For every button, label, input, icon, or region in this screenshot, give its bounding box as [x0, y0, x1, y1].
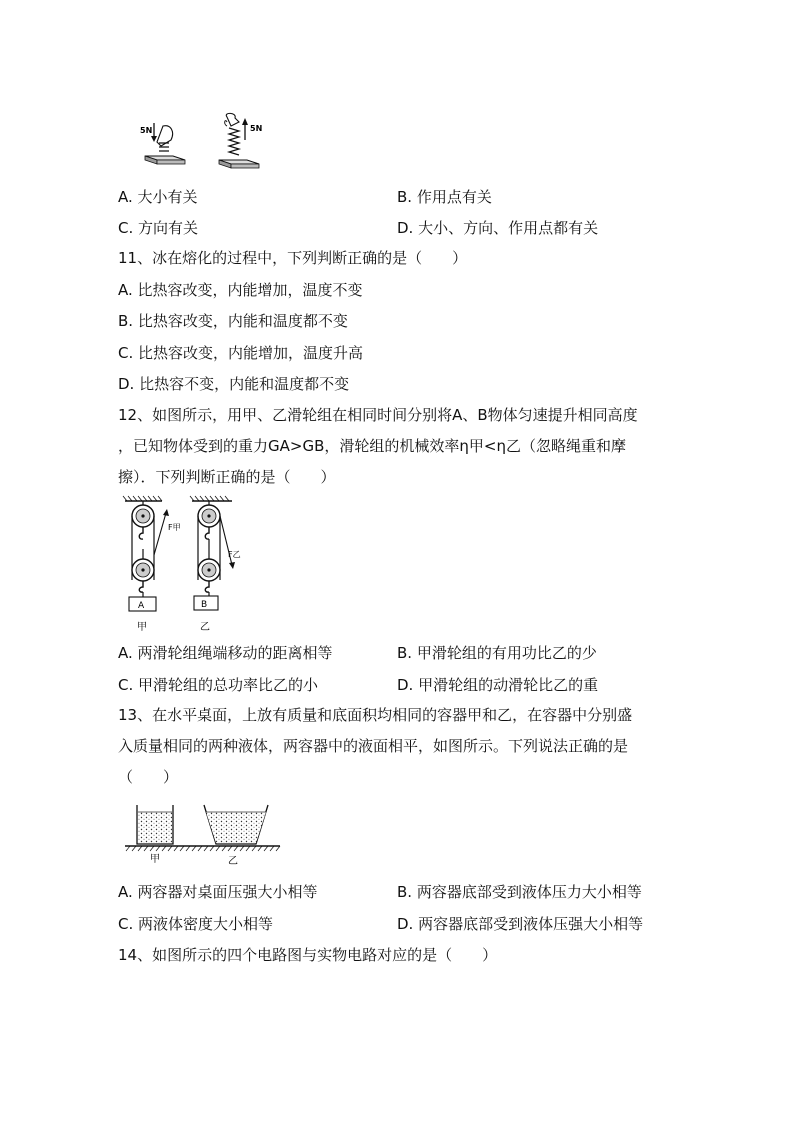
- q12-caption-right: 乙: [200, 622, 210, 633]
- q12-option-d: D. 甲滑轮组的动滑轮比乙的重: [397, 676, 599, 694]
- q10-option-c: C. 方向有关: [118, 219, 199, 237]
- q10-option-a: A. 大小有关: [118, 188, 198, 206]
- q13-caption-right: 乙: [228, 856, 238, 867]
- q10-option-b: B. 作用点有关: [397, 188, 492, 206]
- q13-option-c: C. 两液体密度大小相等: [118, 915, 274, 933]
- q13-stem-line3: （ ）: [118, 768, 179, 786]
- q13-container-right: [204, 805, 268, 844]
- q12-stem-line2: ，已知物体受到的重力GA>GB，滑轮组的机械效率η甲<η乙（忽略绳重和摩: [118, 437, 626, 455]
- q10-figure: [135, 112, 275, 174]
- q10-fig-left-press: [140, 123, 185, 164]
- q13-option-b: B. 两容器底部受到液体压力大小相等: [397, 883, 642, 901]
- q12-box-b: B: [201, 600, 208, 610]
- q12-stem-line1: 12、如图所示，用甲、乙滑轮组在相同时间分别将A、B物体匀速提升相同高度: [118, 406, 638, 424]
- q13-option-d: D. 两容器底部受到液体压强大小相等: [397, 915, 644, 933]
- q12-option-b: B. 甲滑轮组的有用功比乙的少: [397, 644, 597, 662]
- q12-box-a: A: [138, 601, 145, 611]
- q11-option-d: D. 比热容不变，内能和温度都不变: [118, 375, 350, 393]
- q12-force-left-label: F甲: [168, 523, 181, 532]
- q12-option-c: C. 甲滑轮组的总功率比乙的小: [118, 676, 319, 694]
- q12-pulley-right: [194, 501, 241, 633]
- q10-option-d: D. 大小、方向、作用点都有关: [397, 219, 599, 237]
- q13-stem-line1: 13、在水平桌面，上放有质量和底面积均相同的容器甲和乙，在容器中分别盛: [118, 706, 633, 724]
- q12-option-a: A. 两滑轮组绳端移动的距离相等: [118, 644, 333, 662]
- q12-caption-left: 甲: [137, 622, 147, 633]
- q14-stem: 14、如图所示的四个电路图与实物电路对应的是（ ）: [118, 946, 498, 964]
- q13-figure: [120, 800, 285, 870]
- q11-stem: 11、冰在熔化的过程中，下列判断正确的是（ ）: [118, 249, 468, 267]
- q11-option-c: C. 比热容改变，内能增加，温度升高: [118, 344, 364, 362]
- q10-fig-label-right: 5N: [250, 124, 263, 133]
- q13-container-left: [137, 805, 173, 844]
- q10-fig-label-left: 5N: [140, 126, 153, 135]
- q10-fig-right-pull: [219, 113, 262, 168]
- q13-option-a: A. 两容器对桌面压强大小相等: [118, 883, 318, 901]
- q13-caption-left: 甲: [150, 854, 160, 865]
- q12-force-right-label: F乙: [228, 550, 241, 559]
- q11-option-a: A. 比热容改变，内能增加，温度不变: [118, 281, 363, 299]
- q12-figure: [120, 493, 260, 635]
- q13-stem-line2: 入质量相同的两种液体，两容器中的液面相平，如图所示。下列说法正确的是: [118, 737, 629, 755]
- q12-stem-line3: 擦）．下列判断正确的是（ ）: [118, 468, 336, 486]
- q11-option-b: B. 比热容改变，内能和温度都不变: [118, 312, 348, 330]
- q12-pulley-left: [129, 501, 181, 633]
